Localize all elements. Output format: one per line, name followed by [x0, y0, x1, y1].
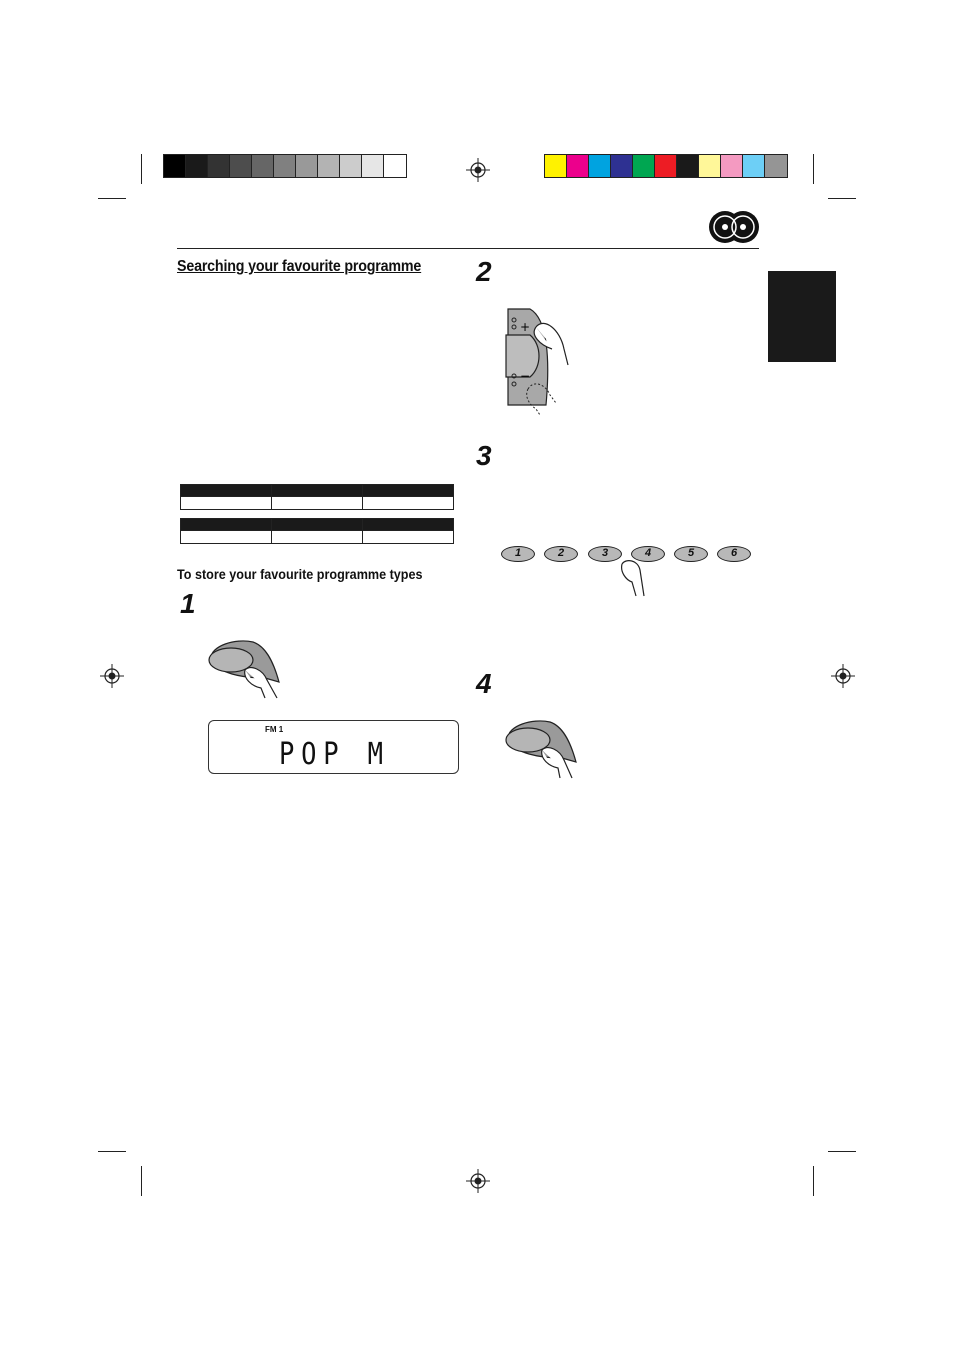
color-swatch [340, 155, 362, 177]
svg-text:−: − [520, 369, 531, 383]
crosshair-registration-mark-icon [100, 664, 124, 688]
color-swatch [765, 155, 787, 177]
color-swatch [677, 155, 699, 177]
store-button-press-illustration [502, 718, 582, 780]
color-swatch [545, 155, 567, 177]
table-cell [181, 497, 272, 510]
header-rule [177, 248, 759, 249]
color-swatch [743, 155, 765, 177]
color-swatch [164, 155, 186, 177]
color-swatch [296, 155, 318, 177]
grayscale-color-bar [163, 154, 407, 178]
step-number: 3 [476, 440, 492, 471]
section-heading: Searching your favourite programme [177, 258, 422, 275]
table-cell [363, 531, 454, 544]
color-swatch [252, 155, 274, 177]
pty-button-press-illustration [205, 638, 285, 700]
color-swatch [721, 155, 743, 177]
color-swatch [567, 155, 589, 177]
color-swatch [384, 155, 406, 177]
table-cell [181, 485, 272, 497]
step-number: 1 [180, 588, 196, 619]
crop-mark [828, 198, 856, 199]
color-swatch [589, 155, 611, 177]
color-swatch [611, 155, 633, 177]
table-cell [272, 519, 363, 531]
finger-press-icon [618, 558, 648, 598]
color-swatch [230, 155, 252, 177]
band-indicator: FM 1 [265, 725, 284, 734]
color-swatch [633, 155, 655, 177]
preset-button-2[interactable]: 2 [544, 546, 578, 562]
disc-logo-icon [708, 210, 760, 244]
table-cell [181, 519, 272, 531]
section-subheading: To store your favourite programme types [177, 566, 423, 582]
crop-mark [98, 198, 126, 199]
crop-mark [141, 1166, 142, 1196]
crop-mark [98, 1151, 126, 1152]
select-up-down-button-illustration [500, 305, 570, 417]
crosshair-registration-mark-icon [466, 1169, 490, 1193]
process-color-bar [544, 154, 788, 178]
crop-mark [141, 154, 142, 184]
step-number: 4 [476, 668, 492, 699]
table-cell [181, 531, 272, 544]
lcd-display [208, 720, 459, 774]
display-text: POP M [279, 737, 390, 772]
preset-button-3[interactable]: 3 [588, 546, 622, 562]
language-side-tab [768, 271, 836, 362]
svg-text:+: + [520, 320, 531, 334]
preset-button-5[interactable]: 5 [674, 546, 708, 562]
color-swatch [362, 155, 384, 177]
programme-type-table [180, 518, 454, 544]
preset-button-1[interactable]: 1 [501, 546, 535, 562]
preset-button-6[interactable]: 6 [717, 546, 751, 562]
table-cell [272, 497, 363, 510]
color-swatch [655, 155, 677, 177]
crosshair-registration-mark-icon [466, 158, 490, 182]
color-swatch [318, 155, 340, 177]
preset-button-4[interactable]: 4 [631, 546, 665, 562]
step-number: 2 [476, 256, 492, 287]
table-cell [363, 519, 454, 531]
table-cell [363, 485, 454, 497]
color-swatch [699, 155, 721, 177]
table-cell [272, 485, 363, 497]
color-swatch [274, 155, 296, 177]
table-cell [363, 497, 454, 510]
color-swatch [186, 155, 208, 177]
crop-mark [813, 1166, 814, 1196]
crop-mark [813, 154, 814, 184]
programme-type-table [180, 484, 454, 510]
crosshair-registration-mark-icon [831, 664, 855, 688]
color-swatch [208, 155, 230, 177]
table-cell [272, 531, 363, 544]
crop-mark [828, 1151, 856, 1152]
